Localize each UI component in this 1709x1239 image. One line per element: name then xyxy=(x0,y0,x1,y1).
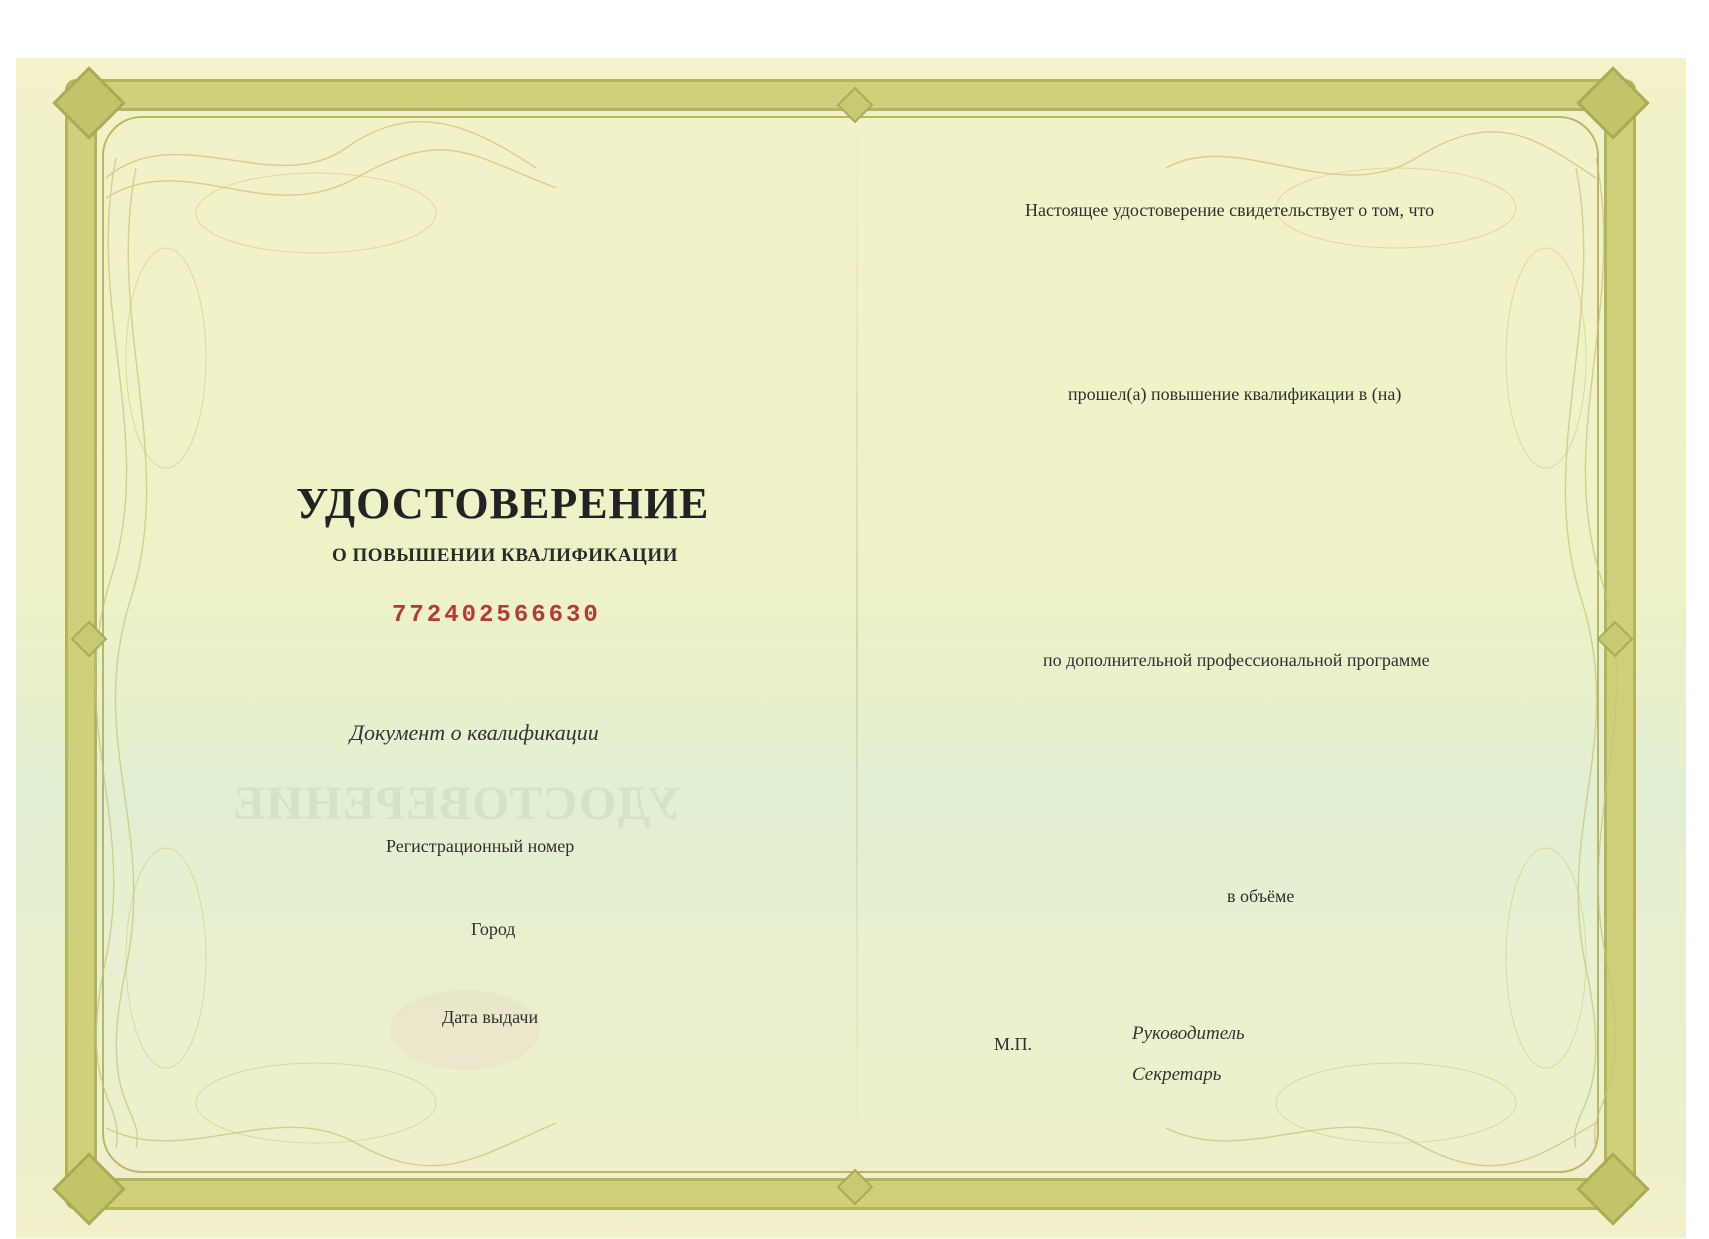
stamp-shadow xyxy=(390,990,540,1070)
volume-label: в объёме xyxy=(1227,886,1295,906)
certificate-title: УДОСТОВЕРЕНИЕ xyxy=(296,479,710,528)
program-statement: по дополнительной профессиональной программе xyxy=(1043,650,1430,670)
issue-date-label: Дата выдачи xyxy=(442,1007,539,1027)
certificate-sheet xyxy=(16,58,1686,1238)
secretary-signature-label: Секретарь xyxy=(1132,1064,1222,1085)
registration-number-label: Регистрационный номер xyxy=(386,836,575,856)
head-signature-label: Руководитель xyxy=(1132,1023,1245,1044)
document-type: Документ о квалификации xyxy=(350,720,599,745)
decorative-swirls xyxy=(16,58,1686,1238)
certificate-subtitle: О ПОВЫШЕНИИ КВАЛИФИКАЦИИ xyxy=(332,545,678,566)
intro-statement: Настоящее удостоверение свидетельствует о том, что xyxy=(1025,200,1435,220)
training-statement: прошел(а) повышение квалификации в (на) xyxy=(1068,384,1402,404)
seal-label: М.П. xyxy=(994,1034,1033,1054)
city-label: Город xyxy=(471,919,516,939)
serial-number: 772402566630 xyxy=(392,602,601,629)
page-fold xyxy=(856,108,858,1183)
watermark-show-through: УДОСТОВЕРЕНИЕ xyxy=(232,777,682,830)
